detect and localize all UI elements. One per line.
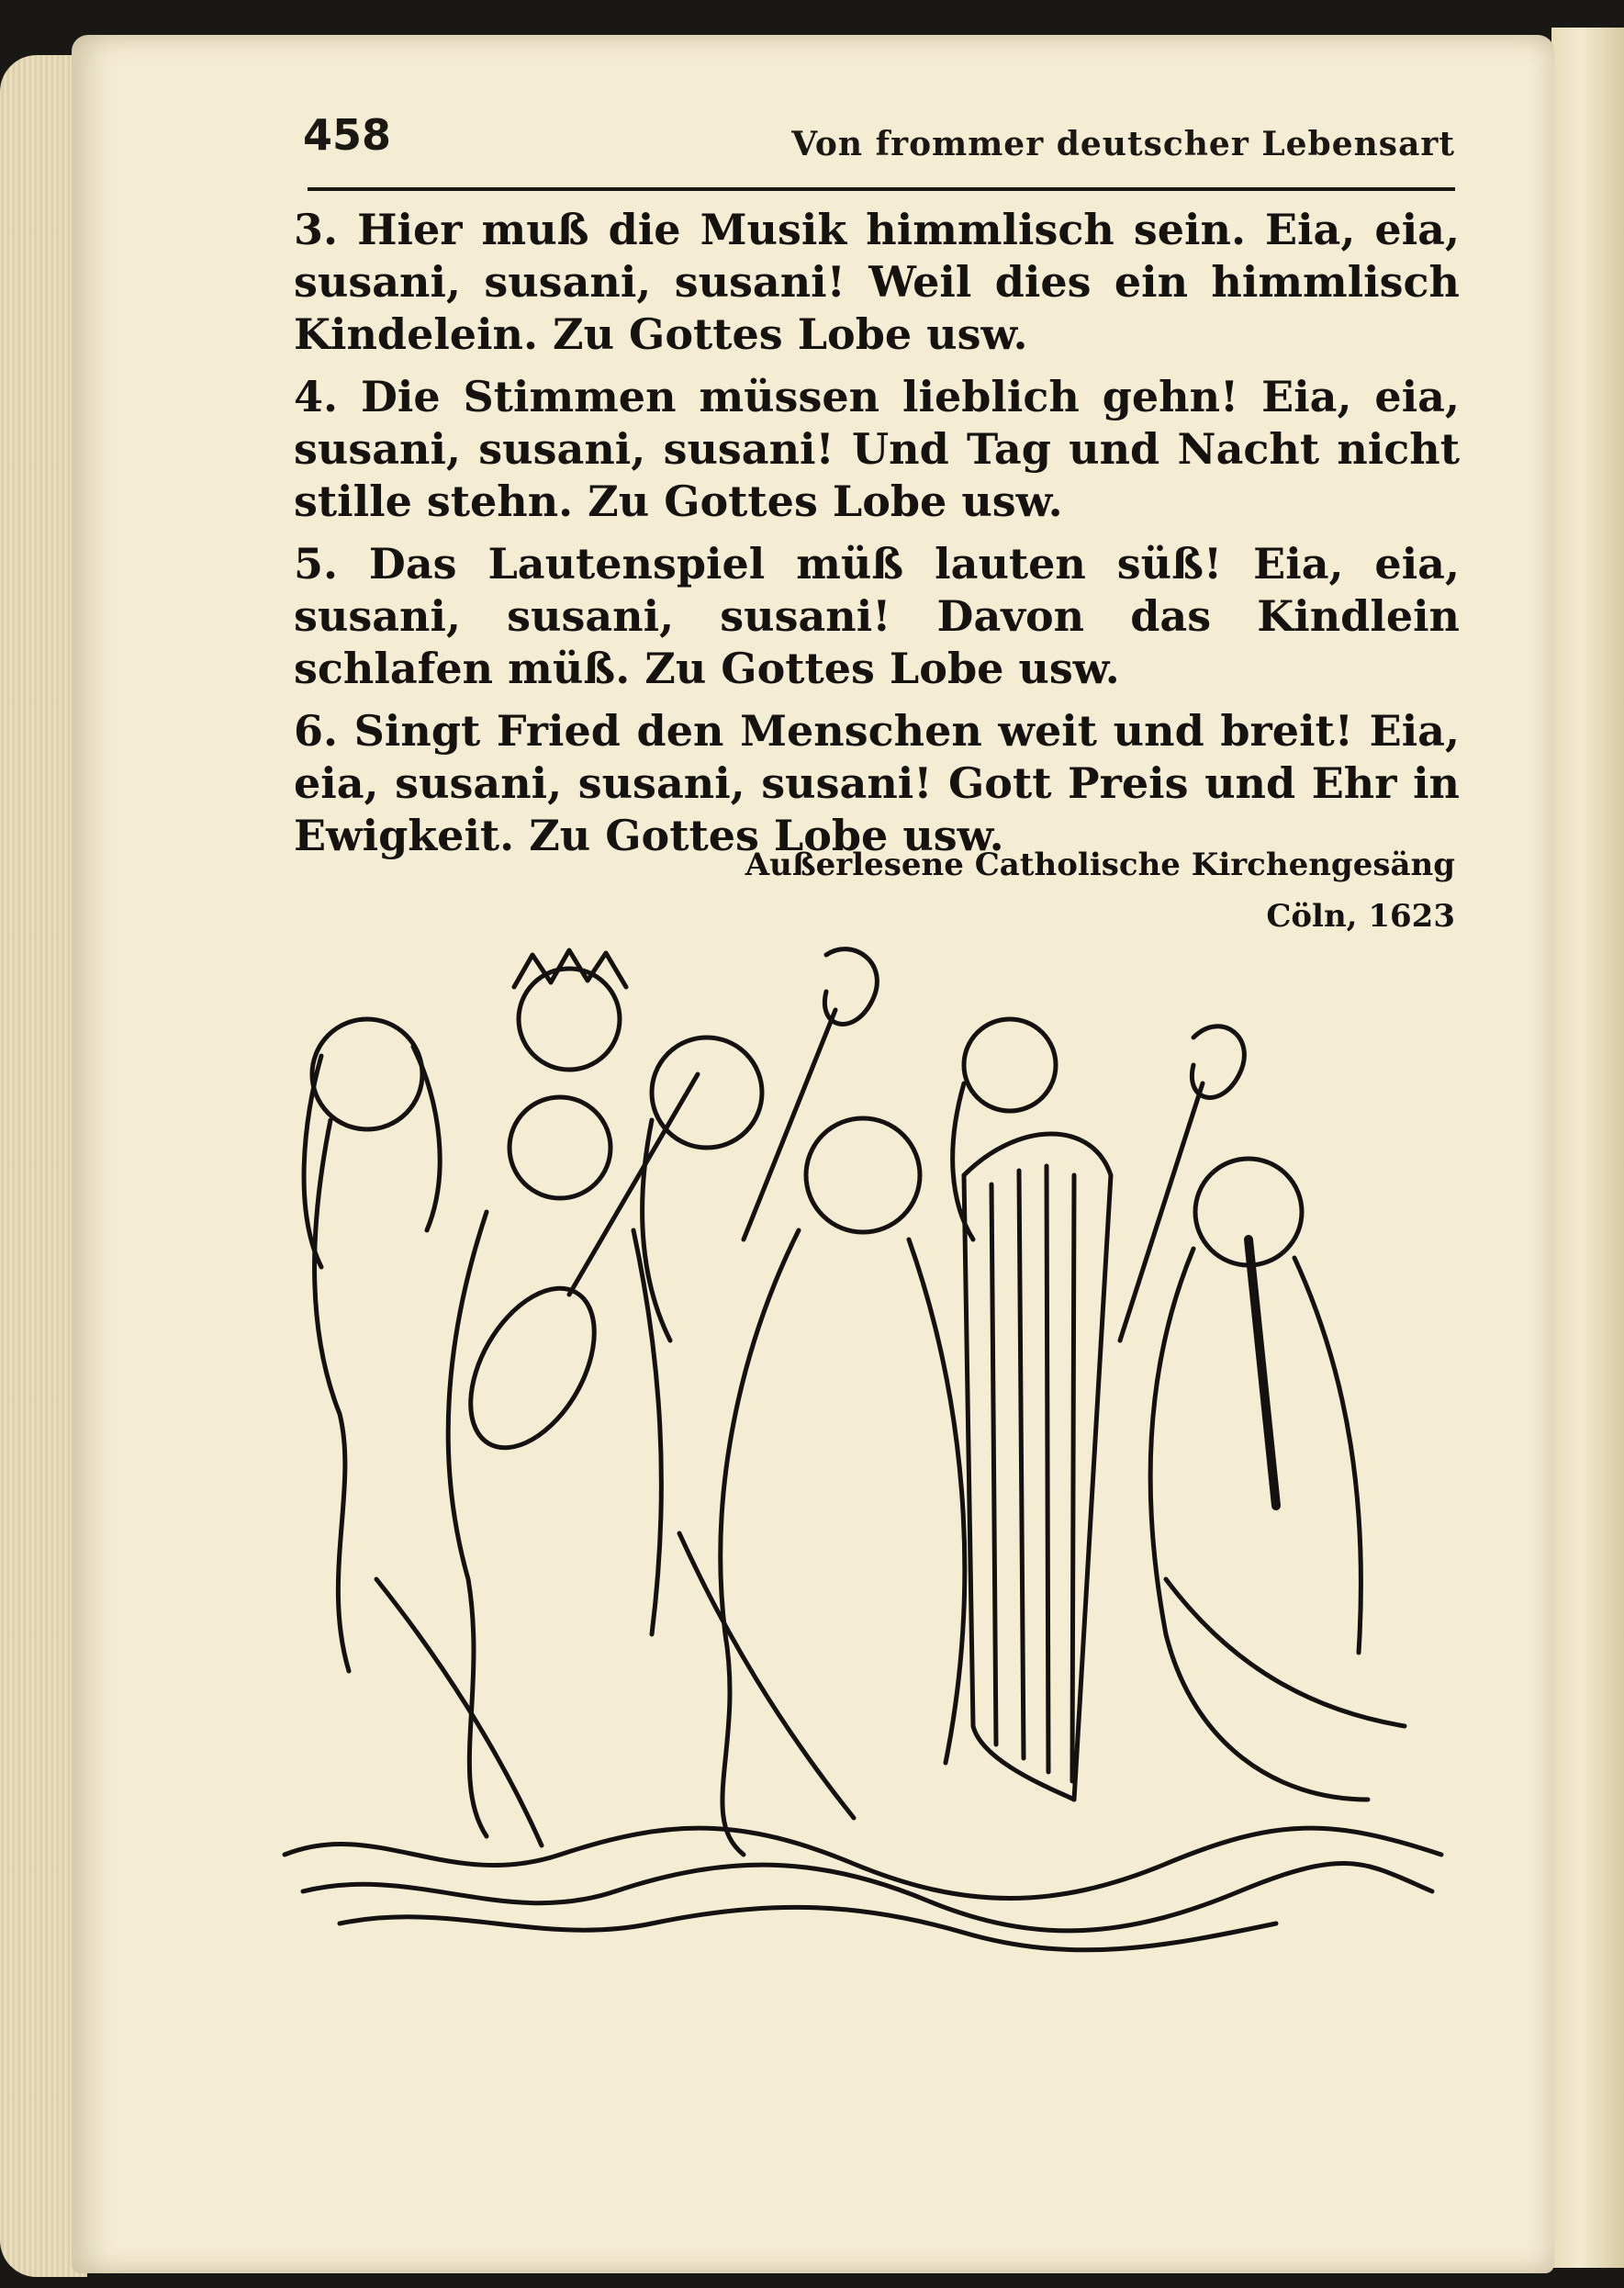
- header-rule: [308, 187, 1455, 191]
- verse-3: 3. Hier muß die Musik himmlisch sein. Eia, eia, susani, susani, susani! Weil dies ein himmlisch Kindelein. Zu Gottes Lobe usw.: [294, 205, 1460, 359]
- angel-musicians-woodcut: [266, 937, 1469, 1965]
- source-attribution: [745, 839, 1455, 942]
- verse-6: 6. Singt Fried den Menschen weit und breit! Eia, eia, susani, susani, susani! Gott Preis und Ehr in Ewigkeit. Zu Gottes Lobe usw.: [294, 706, 1460, 860]
- verse-4: 4. Die Stimmen müssen lieblich gehn! Eia, eia, susani, susani, susani! Und Tag und Nacht nicht stille stehn. Zu Gottes Lobe usw.: [294, 372, 1460, 526]
- page-header: [303, 110, 1455, 174]
- source-title: Außerlesene Catholische Kirchengesäng: [745, 847, 1455, 883]
- page-number: 458: [303, 110, 392, 160]
- next-page-edge: [1551, 28, 1624, 2268]
- verse-5: 5. Das Lautenspiel müß lauten süß! Eia, eia, susani, susani, susani! Davon das Kindlein schlafen müß. Zu Gottes Lobe usw.: [294, 539, 1460, 693]
- running-title: Von frommer deutscher Lebensart: [791, 125, 1455, 163]
- source-place-year: Cöln, 1623: [1266, 898, 1455, 935]
- song-verses: [294, 204, 1460, 872]
